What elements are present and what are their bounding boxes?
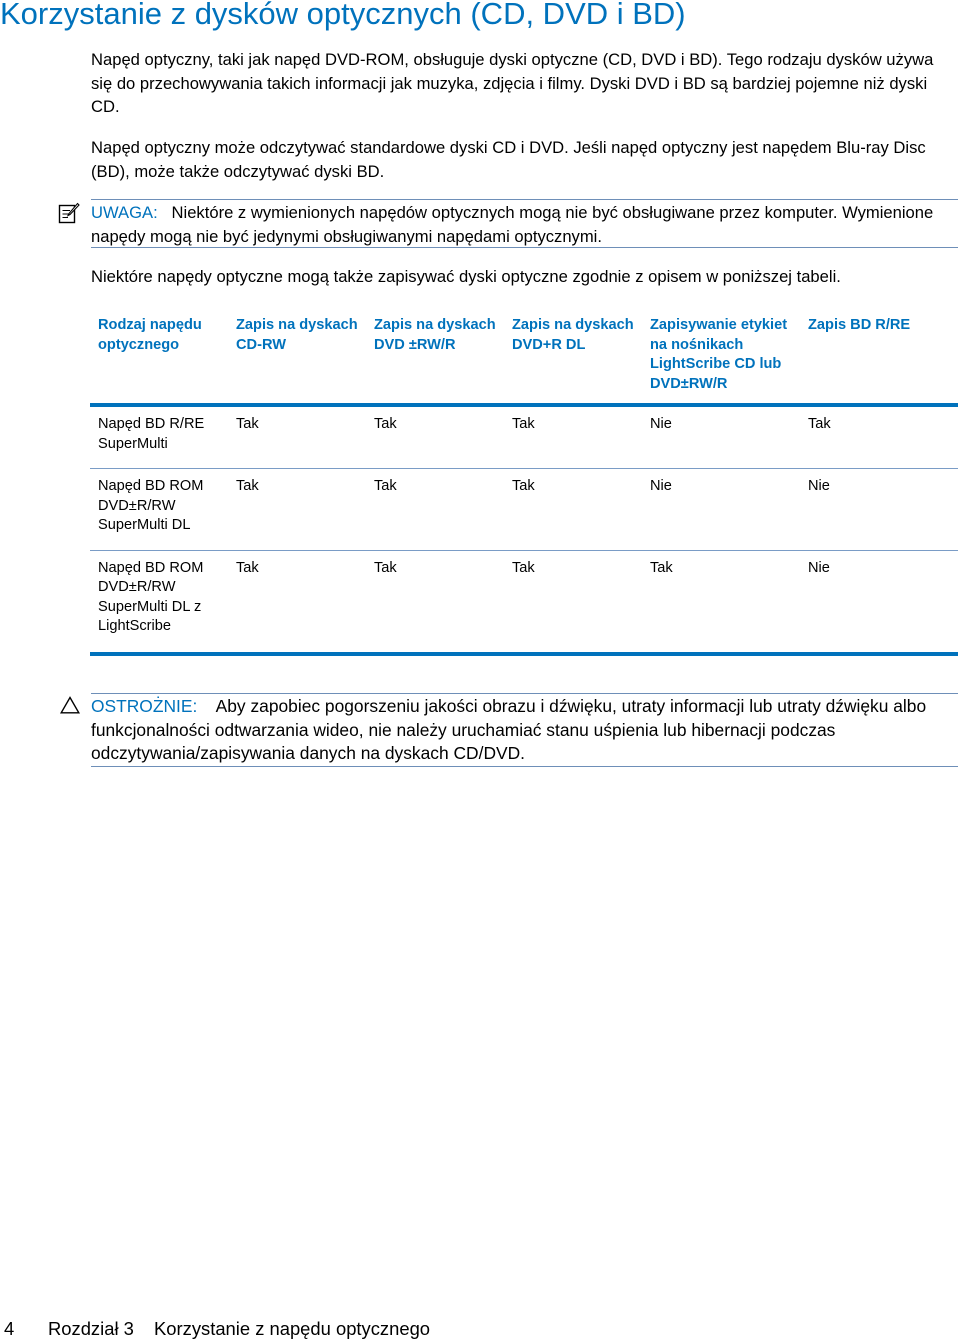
table-cell: Nie — [642, 469, 800, 551]
table-intro-paragraph: Niektóre napędy optyczne mogą także zapisywać dyski optyczne zgodnie z opisem w poniższej tabeli. — [91, 267, 841, 286]
read-capability-paragraph: Napęd optyczny może odczytywać standardowe dyski CD i DVD. Jeśli napęd optyczny jest napędem Blu-ray Disc (BD), może także odczytywać dyski BD. — [91, 138, 926, 181]
table-cell: Napęd BD R/RE SuperMulti — [90, 405, 228, 469]
caution-label: OSTROŻNIE: — [91, 696, 198, 716]
chapter-title: Korzystanie z napędu optycznego — [154, 1318, 431, 1339]
table-cell: Nie — [800, 469, 958, 551]
table-cell: Tak — [504, 469, 642, 551]
header-bd-r-re: Zapis BD R/RE — [800, 307, 958, 405]
note-bottom-rule — [91, 247, 958, 248]
caution-box — [91, 693, 958, 766]
table-row — [90, 405, 958, 469]
header-lightscribe: Zapisywanie etykiet na nośnikach LightScribe CD lub DVD±RW/R — [642, 307, 800, 405]
table-cell: Napęd BD ROM DVD±R/RW SuperMulti DL — [90, 469, 228, 551]
page-title: Korzystanie z dysków optycznych (CD, DVD i BD) — [0, 0, 686, 31]
intro-paragraph: Napęd optyczny, taki jak napęd DVD-ROM, obsługuje dyski optyczne (CD, DVD i BD). Tego rodzaju dysków używa się do przechowywania takich informacji jak muzyka, zdjęcia i filmy. Dyski DVD i BD są bardziej pojemne niż dyski CD. — [91, 50, 934, 116]
note-label: UWAGA: — [91, 203, 158, 222]
header-drive-type: Rodzaj napędu optycznego — [90, 307, 228, 405]
table-cell: Nie — [642, 405, 800, 469]
table-cell: Tak — [228, 405, 366, 469]
table-cell: Tak — [800, 405, 958, 469]
page-number: 4 — [4, 1318, 15, 1339]
table-cell: Tak — [366, 550, 504, 654]
header-dvd-rw-r: Zapis na dyskach DVD ±RW/R — [366, 307, 504, 405]
note-text: Niektóre z wymienionych napędów optycznych mogą nie być obsługiwane przez komputer. Wymienione napędy mogą nie być jedynymi obsługiwanymi napędami optycznymi. — [91, 203, 934, 246]
note-top-rule — [91, 199, 958, 200]
header-cd-rw: Zapis na dyskach CD-RW — [228, 307, 366, 405]
warning-triangle-icon — [60, 696, 80, 714]
table-header-row — [90, 307, 958, 405]
caution-top-rule — [91, 693, 958, 694]
table-cell: Tak — [366, 405, 504, 469]
table-cell: Tak — [504, 405, 642, 469]
table-row — [90, 469, 958, 551]
header-dvd-r-dl: Zapis na dyskach DVD+R DL — [504, 307, 642, 405]
table-cell: Napęd BD ROM DVD±R/RW SuperMulti DL z LightScribe — [90, 550, 228, 654]
note-pad-icon — [58, 202, 80, 224]
table-cell: Nie — [800, 550, 958, 654]
caution-text: Aby zapobiec pogorszeniu jakości obrazu i dźwięku, utraty informacji lub utraty dźwięku albo funkcjonalności odtwarzania wideo, nie należy uruchamiać stanu uśpienia lub hibernacji podczas odczytywania/zapisywania danych na dyskach CD/DVD. — [91, 696, 927, 763]
chapter-label: Rozdział 3 — [48, 1318, 134, 1339]
note-box — [91, 199, 958, 248]
table-cell: Tak — [504, 550, 642, 654]
table-row — [90, 550, 958, 654]
table-cell: Tak — [366, 469, 504, 551]
table-cell: Tak — [228, 550, 366, 654]
table-cell: Tak — [642, 550, 800, 654]
table-cell: Tak — [228, 469, 366, 551]
drive-capability-table — [90, 307, 958, 656]
caution-bottom-rule — [91, 766, 958, 767]
